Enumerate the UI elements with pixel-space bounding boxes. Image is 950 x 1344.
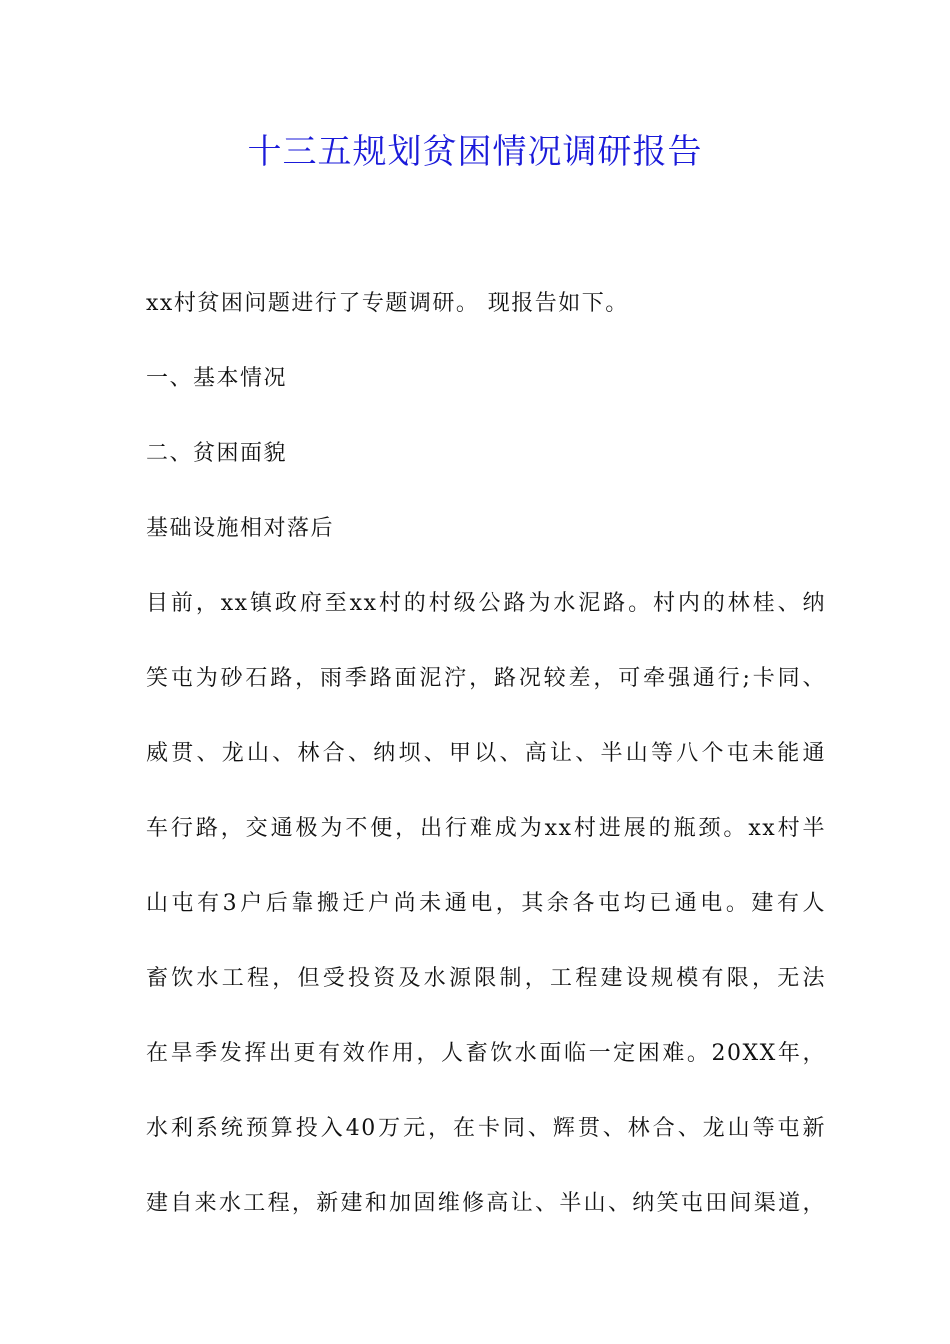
body-line: 畜饮水工程，但受投资及水源限制，工程建设规模有限，无法 xyxy=(146,966,826,991)
section-heading-poverty-profile: 二、贫困面貌 xyxy=(146,441,288,466)
body-line: 威贯、龙山、林合、纳坝、甲以、高让、半山等八个屯未能通 xyxy=(146,741,826,766)
body-line: 山屯有3户后靠搬迁户尚未通电，其余各屯均已通电。建有人 xyxy=(146,891,826,916)
body-line: 车行路，交通极为不便，出行难成为xx村进展的瓶颈。xx村半 xyxy=(146,816,826,841)
document-title: 十三五规划贫困情况调研报告 xyxy=(247,132,703,172)
body-line: 在旱季发挥出更有效作用，人畜饮水面临一定困难。20XX年， xyxy=(146,1041,826,1066)
document-body xyxy=(146,266,826,1241)
body-line: 水利系统预算投入40万元，在卡同、辉贯、林合、龙山等屯新 xyxy=(146,1116,826,1141)
body-line: 目前，xx镇政府至xx村的村级公路为水泥路。村内的林桂、纳 xyxy=(146,591,826,616)
paragraph-intro: xx村贫困问题进行了专题调研。 现报告如下。 xyxy=(146,291,629,316)
subheading-infrastructure: 基础设施相对落后 xyxy=(146,516,335,541)
body-line: 建自来水工程，新建和加固维修高让、半山、纳笑屯田间渠道， xyxy=(146,1191,826,1216)
section-heading-basic-situation: 一、基本情况 xyxy=(146,366,288,391)
body-line: 笑屯为砂石路，雨季路面泥泞，路况较差，可牵强通行;卡同、 xyxy=(146,666,826,691)
